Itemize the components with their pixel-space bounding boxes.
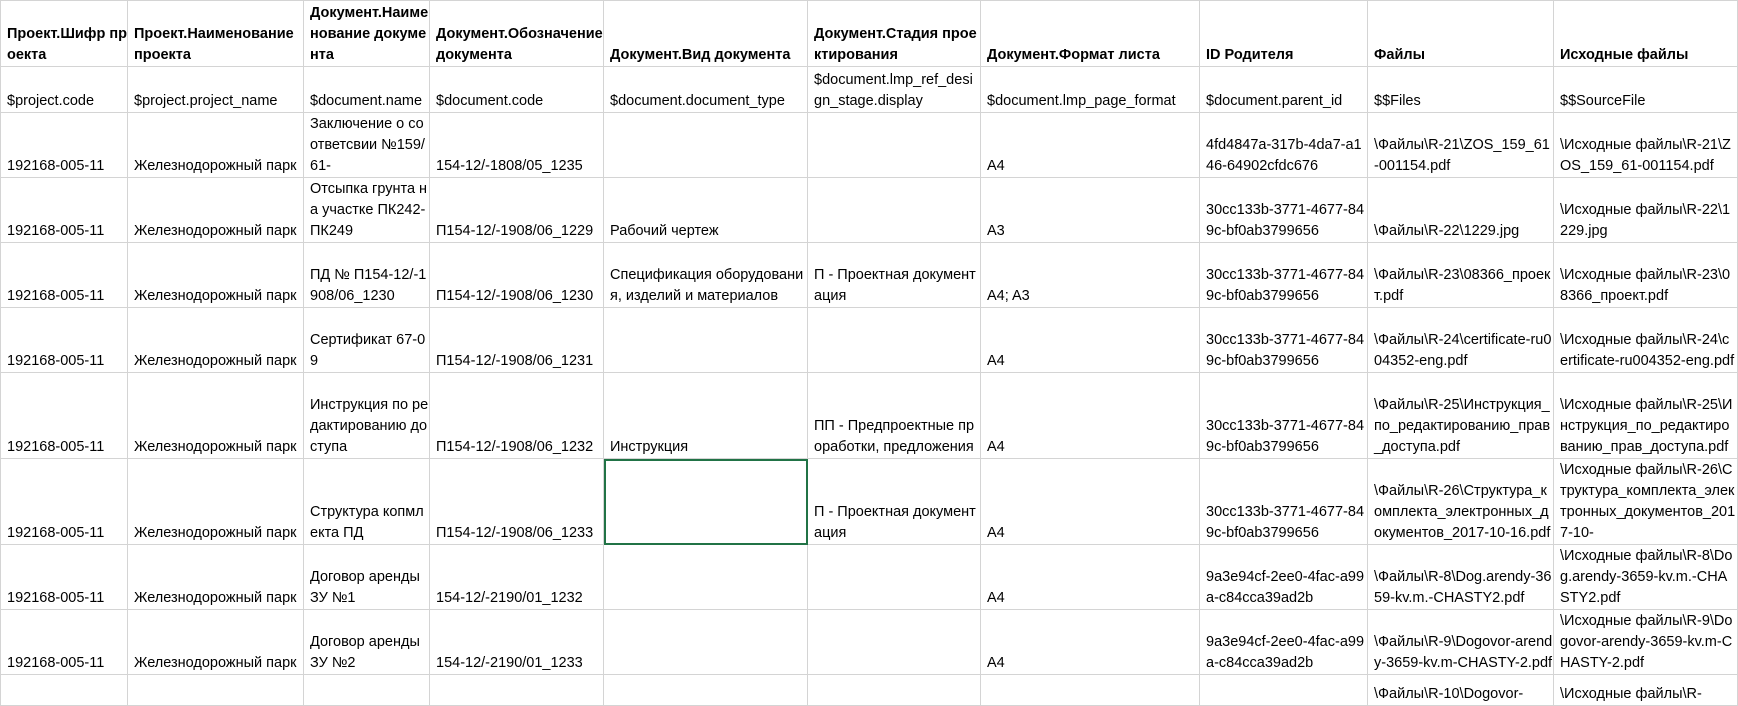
cell-text: A4 (987, 158, 1005, 174)
cell-document-code[interactable] (430, 459, 604, 545)
cell-text: A4 (987, 655, 1005, 671)
header-row (1, 1, 1738, 67)
cell-document-type[interactable] (604, 113, 808, 178)
cell-text: \Исходные файлы\R-8\Dog.arendy-3659-kv.m.-CHASTY2.pdf (1560, 548, 1733, 606)
cell-text: \Исходные файлы\R-21\ZOS_159_61-001154.pdf (1560, 137, 1731, 174)
cell-text: Договор аренды ЗУ №1 (310, 569, 420, 606)
cell-text: 192168-005-11 (7, 439, 105, 455)
cell-design-stage[interactable] (808, 675, 981, 706)
cell-text: Железнодорожный парк (134, 223, 297, 239)
cell-page-format[interactable] (981, 610, 1200, 675)
cell-page-format[interactable] (981, 243, 1200, 308)
cell-files[interactable] (1368, 308, 1554, 373)
cell-source-files[interactable] (1554, 113, 1738, 178)
cell-text: \Исходные файлы\R- (1560, 686, 1702, 702)
cell-project-name[interactable] (128, 545, 304, 610)
cell-project-code[interactable] (1, 308, 128, 373)
cell-text: \Файлы\R-9\Dogovor-arendy-3659-kv.m-CHASTY-2.pdf (1374, 634, 1553, 671)
cell-text: 154-12/-1808/05_1235 (436, 158, 583, 174)
cell-files[interactable] (1368, 178, 1554, 243)
cell-design-stage[interactable] (808, 545, 981, 610)
cell-document-type[interactable] (604, 178, 808, 243)
cell-document-name[interactable] (304, 243, 430, 308)
cell-source-files[interactable] (1554, 675, 1738, 706)
cell-text: A4; A3 (987, 288, 1030, 304)
table-row (1, 545, 1738, 610)
cell-files[interactable] (1368, 545, 1554, 610)
cell-text: Железнодорожный парк (134, 288, 297, 304)
cell-files[interactable] (1368, 113, 1554, 178)
cell-files[interactable] (1368, 459, 1554, 545)
cell-project-name[interactable] (128, 113, 304, 178)
cell-text: 192168-005-11 (7, 655, 105, 671)
cell-text: Инструкция по редактированию доступа (310, 397, 429, 455)
header-cell-page-format[interactable] (981, 1, 1200, 67)
cell-text: \Файлы\R-8\Dog.arendy-3659-kv.m.-CHASTY2.pdf (1374, 569, 1552, 606)
cell-text: Железнодорожный парк (134, 158, 297, 174)
cell-text: Структура копмлекта ПД (310, 504, 424, 541)
cell-parent-id[interactable] (1200, 178, 1368, 243)
cell-text: ПД № П154-12/-1908/06_1230 (310, 267, 427, 304)
header-cell-project-code[interactable] (1, 1, 128, 67)
cell-text: \Файлы\R-22\1229.jpg (1374, 223, 1520, 239)
cell-text: 9a3e94cf-2ee0-4fac-a99a-c84cca39ad2b (1206, 569, 1365, 606)
cell-text: 192168-005-11 (7, 525, 105, 541)
header-label: Документ.Стадия проектирования (814, 26, 977, 63)
cell-project-code[interactable] (1, 459, 128, 545)
cell-files[interactable] (1368, 373, 1554, 459)
variable-cell-design-stage[interactable] (808, 67, 981, 113)
header-cell-document-name[interactable] (304, 1, 430, 67)
cell-design-stage[interactable] (808, 243, 981, 308)
variable-cell-source-files[interactable] (1554, 67, 1738, 113)
header-cell-source-files[interactable] (1554, 1, 1738, 67)
cell-project-name[interactable] (128, 373, 304, 459)
header-label: Документ.Формат листа (987, 47, 1160, 63)
header-label: ID Родителя (1206, 47, 1294, 63)
cell-parent-id[interactable] (1200, 308, 1368, 373)
cell-parent-id[interactable] (1200, 113, 1368, 178)
header-cell-document-code[interactable] (430, 1, 604, 67)
cell-text: 192168-005-11 (7, 223, 105, 239)
cell-document-type[interactable] (604, 308, 808, 373)
cell-text: 154-12/-2190/01_1233 (436, 655, 583, 671)
cell-project-code[interactable] (1, 610, 128, 675)
cell-document-type[interactable] (604, 243, 808, 308)
cell-text: Железнодорожный парк (134, 655, 297, 671)
cell-text: Сертификат 67-09 (310, 332, 426, 369)
cell-project-name[interactable] (128, 308, 304, 373)
cell-text: П154-12/-1908/06_1231 (436, 353, 594, 369)
cell-design-stage[interactable] (808, 308, 981, 373)
header-cell-design-stage[interactable] (808, 1, 981, 67)
cell-text: 30cc133b-3771-4677-849c-bf0ab3799656 (1206, 418, 1365, 455)
cell-project-name[interactable] (128, 459, 304, 545)
cell-document-code[interactable] (430, 610, 604, 675)
cell-project-code[interactable] (1, 373, 128, 459)
cell-text: 30cc133b-3771-4677-849c-bf0ab3799656 (1206, 504, 1365, 541)
cell-text: Инструкция (610, 439, 689, 455)
cell-text: A4 (987, 439, 1005, 455)
cell-source-files[interactable] (1554, 545, 1738, 610)
header-label: Документ.Обозначение документа (436, 26, 603, 63)
cell-parent-id[interactable] (1200, 545, 1368, 610)
cell-document-name[interactable] (304, 308, 430, 373)
cell-project-name[interactable] (128, 675, 304, 706)
variable-label: $document.name (310, 93, 423, 109)
cell-text: 30cc133b-3771-4677-849c-bf0ab3799656 (1206, 267, 1365, 304)
variable-label: $$SourceFile (1560, 93, 1646, 109)
cell-text: \Исходные файлы\R-22\1229.jpg (1560, 202, 1731, 239)
cell-document-name[interactable] (304, 545, 430, 610)
cell-parent-id[interactable] (1200, 675, 1368, 706)
variable-label: $$Files (1374, 93, 1421, 109)
table-row (1, 675, 1738, 706)
header-cell-parent-id[interactable] (1200, 1, 1368, 67)
cell-document-code[interactable] (430, 373, 604, 459)
cell-page-format[interactable] (981, 113, 1200, 178)
header-label: Проект.Шифр проекта (7, 26, 127, 63)
cell-source-files[interactable] (1554, 243, 1738, 308)
cell-project-code[interactable] (1, 113, 128, 178)
cell-document-code[interactable] (430, 113, 604, 178)
cell-text: 4fd4847a-317b-4da7-a146-64902cfdc676 (1206, 137, 1362, 174)
variable-cell-document-name[interactable] (304, 67, 430, 113)
table-row (1, 610, 1738, 675)
cell-text: П154-12/-1908/06_1229 (436, 223, 594, 239)
cell-source-files[interactable] (1554, 610, 1738, 675)
cell-document-name[interactable] (304, 459, 430, 545)
cell-files[interactable] (1368, 243, 1554, 308)
cell-text: П - Проектная документация (814, 267, 976, 304)
header-cell-files[interactable] (1368, 1, 1554, 67)
cell-text: Заключение о соответсвии №159/61- (310, 116, 425, 174)
cell-text: 30cc133b-3771-4677-849c-bf0ab3799656 (1206, 202, 1365, 239)
cell-text: \Исходные файлы\R-23\08366_проект.pdf (1560, 267, 1731, 304)
table-row (1, 459, 1738, 545)
cell-text: Спецификация оборудования, изделий и материалов (610, 267, 804, 304)
cell-text: П - Проектная документация (814, 504, 976, 541)
cell-document-name[interactable] (304, 113, 430, 178)
header-label: Исходные файлы (1560, 47, 1689, 63)
header-label: Документ.Вид документа (610, 47, 791, 63)
cell-parent-id[interactable] (1200, 243, 1368, 308)
cell-document-type[interactable] (604, 373, 808, 459)
cell-text: П154-12/-1908/06_1230 (436, 288, 594, 304)
cell-text: \Исходные файлы\R-9\Dogovor-arendy-3659-kv.m-CHASTY-2.pdf (1560, 613, 1733, 671)
cell-design-stage[interactable] (808, 373, 981, 459)
variable-label: $project.project_name (134, 93, 278, 109)
cell-text: \Файлы\R-26\Структура_комплекта_электронных_документов_2017-10-16.pdf (1374, 483, 1551, 541)
cell-text: Железнодорожный парк (134, 439, 297, 455)
cell-text: 154-12/-2190/01_1232 (436, 590, 583, 606)
cell-text: \Файлы\R-25\Инструкция_по_редактированию_прав_доступа.pdf (1374, 397, 1551, 455)
cell-files[interactable] (1368, 610, 1554, 675)
cell-text: П154-12/-1908/06_1233 (436, 525, 594, 541)
cell-document-name[interactable] (304, 610, 430, 675)
cell-text: Договор аренды ЗУ №2 (310, 634, 420, 671)
cell-document-code[interactable] (430, 178, 604, 243)
table-row (1, 113, 1738, 178)
variable-cell-page-format[interactable] (981, 67, 1200, 113)
cell-document-code[interactable] (430, 243, 604, 308)
cell-project-name[interactable] (128, 243, 304, 308)
cell-document-code[interactable] (430, 545, 604, 610)
variable-cell-files[interactable] (1368, 67, 1554, 113)
cell-text: \Файлы\R-23\08366_проект.pdf (1374, 267, 1551, 304)
table-row (1, 178, 1738, 243)
header-cell-document-type[interactable] (604, 1, 808, 67)
cell-document-code[interactable] (430, 308, 604, 373)
cell-text: 9a3e94cf-2ee0-4fac-a99a-c84cca39ad2b (1206, 634, 1365, 671)
cell-text: \Файлы\R-21\ZOS_159_61-001154.pdf (1374, 137, 1550, 174)
cell-text: 192168-005-11 (7, 158, 105, 174)
variable-cell-parent-id[interactable] (1200, 67, 1368, 113)
header-label: Файлы (1374, 47, 1425, 63)
header-cell-project-name[interactable] (128, 1, 304, 67)
cell-text: Рабочий чертеж (610, 223, 719, 239)
cell-source-files[interactable] (1554, 308, 1738, 373)
table-row (1, 243, 1738, 308)
variable-cell-project-name[interactable] (128, 67, 304, 113)
header-label: Проект.Наименование проекта (134, 26, 294, 63)
cell-document-type[interactable] (604, 675, 808, 706)
variable-label: $document.lmp_ref_design_stage.display (814, 72, 973, 109)
cell-project-name[interactable] (128, 610, 304, 675)
cell-text: \Исходные файлы\R-26\Структура_комплекта_электронных_документов_2017-10- (1560, 462, 1736, 541)
cell-source-files[interactable] (1554, 373, 1738, 459)
cell-text: \Исходные файлы\R-25\Инструкция_по_редактированию_прав_доступа.pdf (1560, 397, 1733, 455)
variable-label: $document.code (436, 93, 544, 109)
table-row (1, 308, 1738, 373)
cell-text: A3 (987, 223, 1005, 239)
variable-cell-project-code[interactable] (1, 67, 128, 113)
cell-text: ПП - Предпроектные проработки, предложения (814, 418, 975, 455)
variable-label: $document.parent_id (1206, 93, 1343, 109)
cell-text: П154-12/-1908/06_1232 (436, 439, 594, 455)
cell-document-type[interactable] (604, 459, 808, 545)
cell-text: 30cc133b-3771-4677-849c-bf0ab3799656 (1206, 332, 1365, 369)
variable-label: $project.code (7, 93, 95, 109)
cell-text: A4 (987, 525, 1005, 541)
cell-text: Железнодорожный парк (134, 353, 297, 369)
variable-cell-document-code[interactable] (430, 67, 604, 113)
cell-page-format[interactable] (981, 373, 1200, 459)
cell-document-name[interactable] (304, 675, 430, 706)
cell-document-type[interactable] (604, 610, 808, 675)
cell-files[interactable] (1368, 675, 1554, 706)
cell-parent-id[interactable] (1200, 459, 1368, 545)
cell-text: 192168-005-11 (7, 590, 105, 606)
cell-project-code[interactable] (1, 243, 128, 308)
cell-page-format[interactable] (981, 545, 1200, 610)
cell-page-format[interactable] (981, 459, 1200, 545)
cell-document-code[interactable] (430, 675, 604, 706)
cell-design-stage[interactable] (808, 459, 981, 545)
table-row (1, 373, 1738, 459)
variables-row (1, 67, 1738, 113)
cell-page-format[interactable] (981, 308, 1200, 373)
cell-text: A4 (987, 590, 1005, 606)
cell-text: \Файлы\R-24\certificate-ru004352-eng.pdf (1374, 332, 1552, 369)
variable-label: $document.document_type (610, 93, 785, 109)
cell-parent-id[interactable] (1200, 610, 1368, 675)
cell-project-name[interactable] (128, 178, 304, 243)
cell-text: 192168-005-11 (7, 288, 105, 304)
cell-text: A4 (987, 353, 1005, 369)
cell-source-files[interactable] (1554, 459, 1738, 545)
cell-text: Железнодорожный парк (134, 525, 297, 541)
cell-project-code[interactable] (1, 545, 128, 610)
cell-text: 192168-005-11 (7, 353, 105, 369)
cell-design-stage[interactable] (808, 113, 981, 178)
cell-project-code[interactable] (1, 675, 128, 706)
cell-text: Железнодорожный парк (134, 590, 297, 606)
cell-document-type[interactable] (604, 545, 808, 610)
cell-parent-id[interactable] (1200, 373, 1368, 459)
cell-text: \Исходные файлы\R-24\certificate-ru004352-eng.pdf (1560, 332, 1735, 369)
cell-text: Отсыпка грунта на участке ПК242-ПК249 (310, 181, 428, 239)
cell-page-format[interactable] (981, 178, 1200, 243)
cell-project-code[interactable] (1, 178, 128, 243)
variable-cell-document-type[interactable] (604, 67, 808, 113)
cell-page-format[interactable] (981, 675, 1200, 706)
cell-design-stage[interactable] (808, 610, 981, 675)
variable-label: $document.lmp_page_format (987, 93, 1176, 109)
cell-design-stage[interactable] (808, 178, 981, 243)
cell-document-name[interactable] (304, 373, 430, 459)
cell-source-files[interactable] (1554, 178, 1738, 243)
cell-text: \Файлы\R-10\Dogovor- (1374, 686, 1524, 702)
header-label: Документ.Наименование документа (310, 5, 429, 63)
cell-document-name[interactable] (304, 178, 430, 243)
